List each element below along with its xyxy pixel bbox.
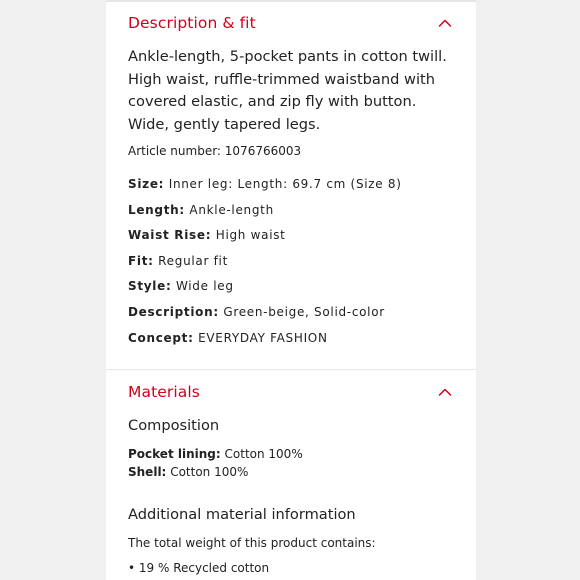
spec-label: Fit: bbox=[128, 253, 154, 268]
spec-value: Wide leg bbox=[175, 279, 234, 294]
spec-label: Length: bbox=[128, 202, 185, 217]
composition-value: Cotton 100% bbox=[224, 447, 303, 461]
product-description-text: Ankle-length, 5-pocket pants in cotton twill. High waist, ruffle-trimmed waistband with covered elastic, and zip fly with button. Wide, gently tapered legs. bbox=[128, 48, 447, 133]
spec-row-length bbox=[128, 203, 468, 229]
composition-heading: Composition bbox=[128, 417, 220, 434]
description-fit-title: Description & fit bbox=[128, 14, 256, 32]
additional-material-heading: Additional material information bbox=[128, 506, 356, 523]
spec-value: Green-beige, Solid-color bbox=[223, 304, 385, 319]
spec-label: Concept: bbox=[128, 330, 194, 345]
section-divider bbox=[106, 369, 476, 370]
spec-value: Inner leg: Length: 69.7 cm (Size 8) bbox=[168, 177, 402, 191]
spec-label: Waist Rise: bbox=[128, 228, 212, 243]
chevron-up-icon[interactable] bbox=[438, 18, 452, 28]
spec-value: Regular fit bbox=[158, 253, 228, 268]
materials-title: Materials bbox=[128, 383, 200, 401]
recycled-cotton-item: • 19 % Recycled cotton bbox=[128, 561, 270, 575]
spec-label: Style: bbox=[128, 279, 172, 294]
article-number: Article number: 1076766003 bbox=[128, 144, 302, 158]
spec-label: Description: bbox=[128, 304, 219, 319]
total-weight-text: The total weight of this product contains: bbox=[128, 536, 376, 550]
spec-list bbox=[128, 177, 468, 356]
spec-row-size bbox=[128, 177, 468, 203]
composition-value: Cotton 100% bbox=[170, 465, 249, 479]
spec-row-style bbox=[128, 279, 468, 305]
spec-label: Size: bbox=[128, 177, 165, 191]
spec-row-fit bbox=[128, 254, 468, 280]
spec-row-description bbox=[128, 305, 468, 331]
spec-value: Ankle-length bbox=[189, 202, 274, 217]
product-details-panel bbox=[106, 0, 476, 580]
composition-label: Shell: bbox=[128, 465, 167, 479]
spec-value: High waist bbox=[215, 228, 286, 243]
composition-shell bbox=[128, 465, 248, 479]
composition-label: Pocket lining: bbox=[128, 447, 221, 461]
chevron-up-icon[interactable] bbox=[438, 387, 452, 397]
top-divider bbox=[106, 0, 476, 2]
spec-value: EVERYDAY FASHION bbox=[198, 330, 328, 345]
spec-row-concept bbox=[128, 331, 468, 357]
composition-pocket-lining bbox=[128, 447, 303, 461]
spec-row-waist-rise bbox=[128, 228, 468, 254]
